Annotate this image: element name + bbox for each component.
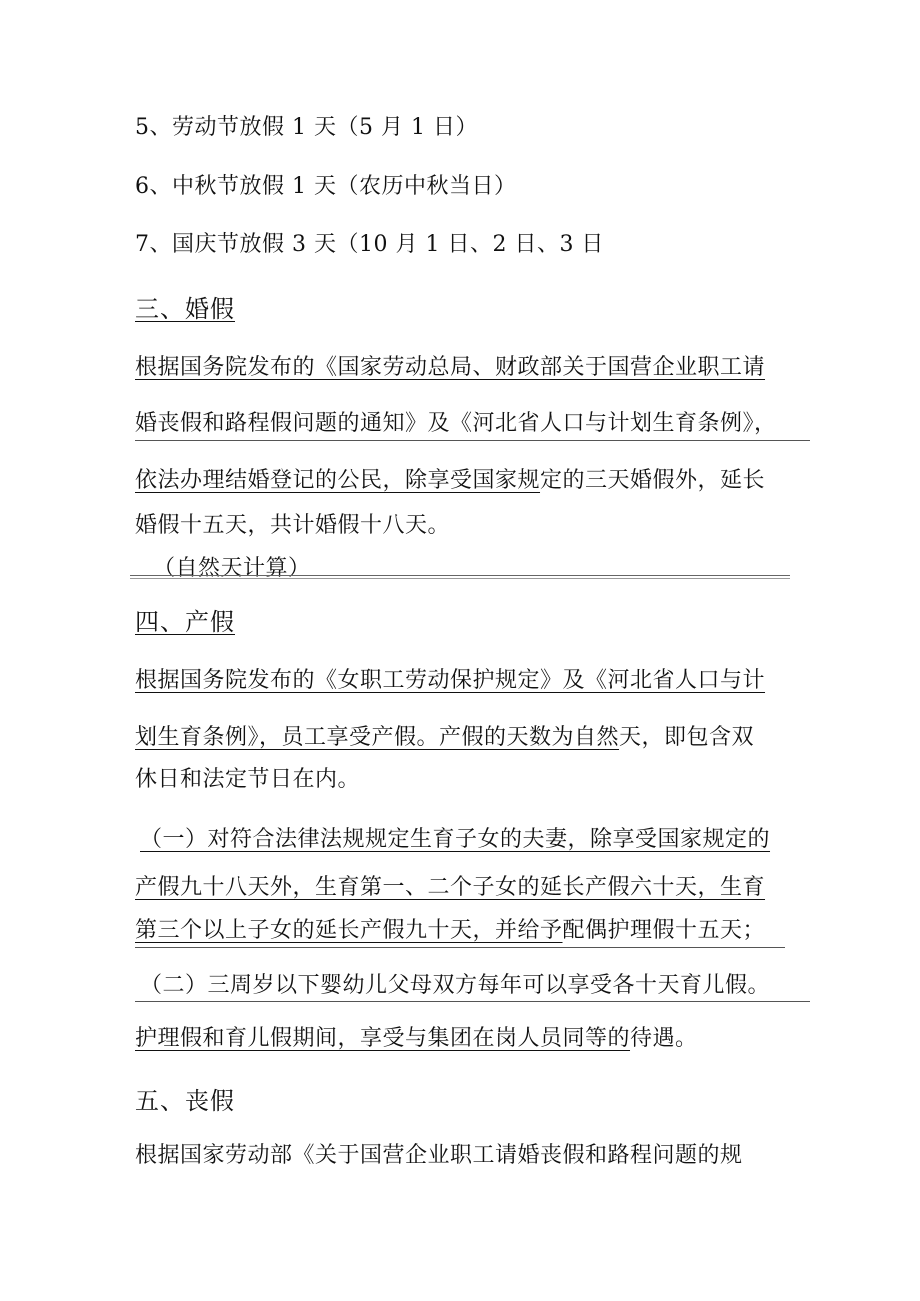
maternity-clause-1-line-2: [135, 874, 765, 902]
maternity-leave-heading: 四、产假: [135, 608, 235, 636]
maternity-paragraph-line-3: 休日和法定节日在内。: [135, 767, 361, 792]
maternity-paragraph-line-2-rest: 天，即包含双: [619, 725, 755, 750]
maternity-clause-1-rule: [135, 947, 785, 948]
marriage-paragraph-line-3: [135, 467, 765, 495]
marriage-paragraph-line-1-text: 根据国务院发布的《国家劳动总局、财政部关于国营企业职工请: [135, 355, 766, 380]
maternity-paragraph-line-2: [135, 724, 754, 752]
marriage-line-2-rule: [135, 440, 810, 441]
maternity-clause-2: [140, 972, 770, 1000]
maternity-clause-1-line-2-text: 产假九十八天外，生育第一、二个子女的延长产假六十天，生育: [135, 875, 766, 900]
marriage-paragraph-line-3-rest: 定的三天婚假外，延长: [540, 468, 766, 493]
maternity-care-leave-underlined: 护理假和育儿假期间，享受与集团在岗人员同等的: [135, 1026, 631, 1051]
maternity-care-leave-line: [135, 1025, 698, 1053]
maternity-clause-1-line-3-rest: 配偶护理假十五天；: [562, 918, 766, 943]
holiday-item-labor-day: 5、劳动节放假 1 天（5 月 1 日）: [135, 115, 478, 140]
maternity-clause-1-line-1: [140, 826, 770, 854]
maternity-clause-1-line-1-text: （一）对符合法律法规规定生育子女的夫妻，除享受国家规定的: [140, 827, 771, 852]
maternity-care-leave-rest: 待遇。: [630, 1026, 698, 1051]
marriage-paragraph-line-3-underlined: 依法办理结婚登记的公民，除享受国家规: [135, 468, 541, 493]
maternity-clause-1-line-3-underlined: 第三个以上子女的延长产假九十天，并给予: [135, 918, 563, 943]
marriage-paragraph-line-2-text: 婚丧假和路程假问题的通知》及《河北省人口与计划生育条例》，: [135, 411, 777, 436]
maternity-clause-2-text: （二）三周岁以下婴幼儿父母双方每年可以享受各十天育儿假。: [140, 973, 771, 998]
marriage-natural-days-note: （自然天计算）: [153, 556, 311, 581]
marriage-section-divider: [130, 575, 790, 579]
marriage-leave-heading: 三、婚假: [135, 295, 235, 323]
holiday-item-mid-autumn: 6、中秋节放假 1 天（农历中秋当日）: [135, 174, 517, 199]
maternity-clause-2-rule: [135, 1001, 810, 1002]
marriage-paragraph-line-1: [135, 354, 765, 382]
marriage-paragraph-line-4: 婚假十五天，共计婚假十八天。: [135, 513, 451, 538]
marriage-paragraph-line-2: [135, 410, 777, 438]
bereavement-paragraph-line-1: 根据国家劳动部《关于国营企业职工请婚丧假和路程问题的规: [135, 1143, 743, 1168]
bereavement-leave-heading: 五、丧假: [135, 1087, 235, 1115]
maternity-paragraph-line-2-underlined: 划生育条例》，员工享受产假。产假的天数为自然: [135, 725, 620, 750]
maternity-paragraph-line-1-text: 根据国务院发布的《女职工劳动保护规定》及《河北省人口与计: [135, 668, 766, 693]
maternity-clause-1-line-3: [135, 917, 765, 945]
maternity-paragraph-line-1: [135, 667, 765, 695]
holiday-item-national-day: 7、国庆节放假 3 天（10 月 1 日、2 日、3 日: [135, 232, 604, 257]
